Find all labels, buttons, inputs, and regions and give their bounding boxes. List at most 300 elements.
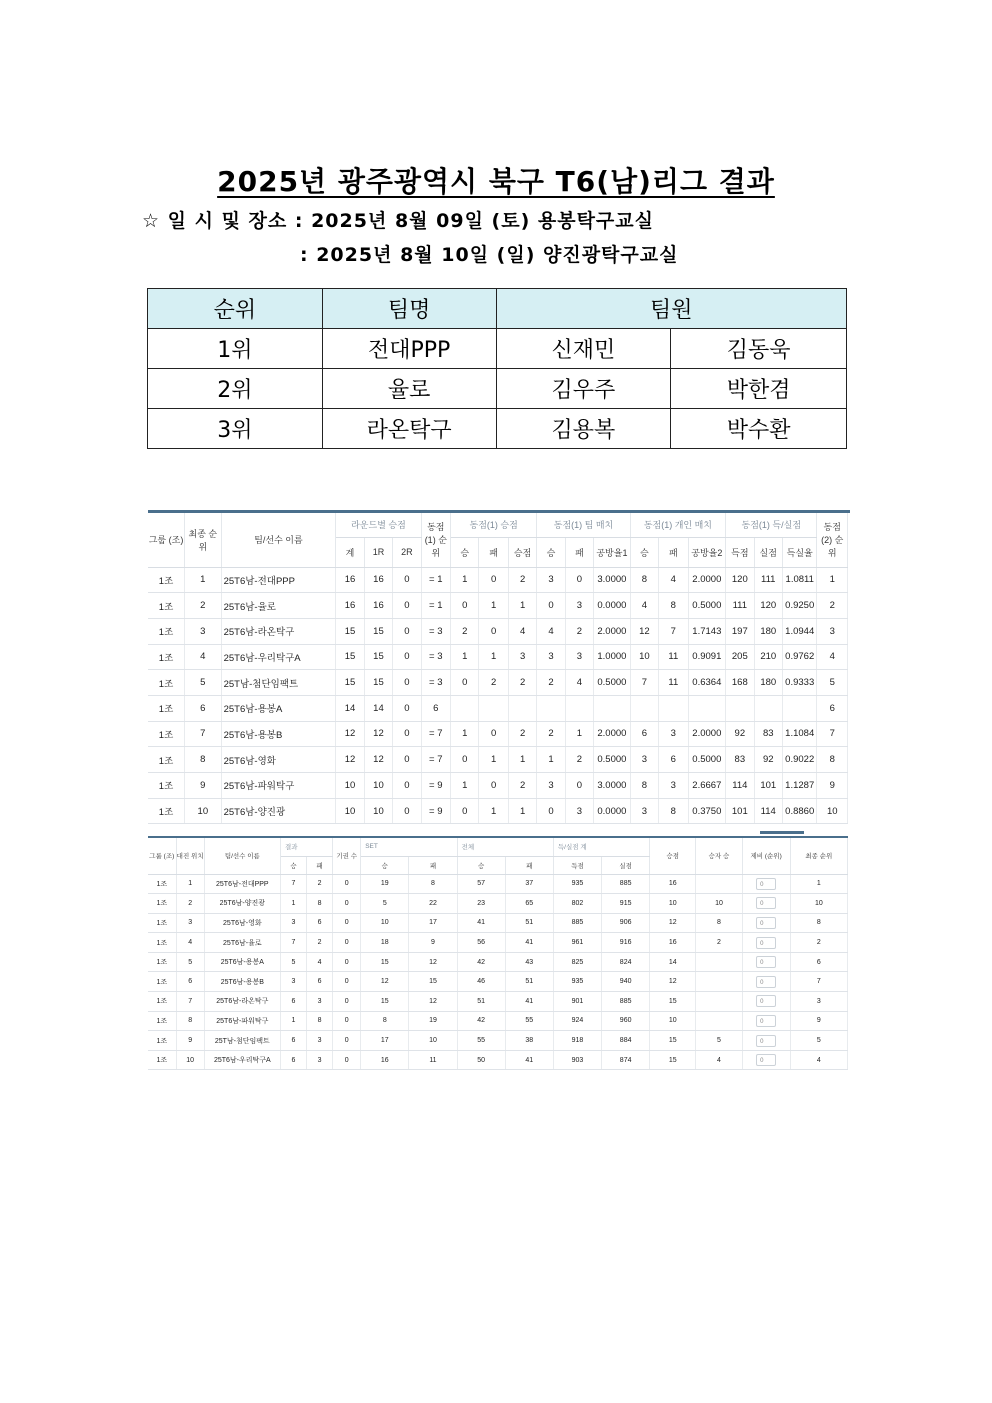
standings-cell: 2.0000 [594,618,631,644]
match-cell: 17 [361,1031,409,1051]
match-cell: 8 [409,874,457,894]
standings-cell: 1 [451,567,479,593]
standings-cell: 0 [393,721,421,747]
match-cell: 940 [602,972,650,992]
member-cell: 김우주 [496,369,671,409]
standings-cell: 12 [336,747,364,773]
standings-cell: 0.0000 [594,798,631,824]
standings-cell: 0 [537,798,565,824]
standings-cell: 2 [537,721,565,747]
match-cell: 15 [650,1031,696,1051]
match-cell: 3 [307,992,333,1012]
standings-cell: 2 [479,670,508,696]
match-cell: 0 [333,894,361,914]
subheader: 2R [393,537,421,567]
standings-row [148,773,848,799]
team-name-cell: 25T남-첨단임팩트 [204,1031,280,1051]
standings-row [148,593,848,619]
rank-cell: 3위 [148,409,323,449]
team-name-cell: 25T6남-양진광 [204,894,280,914]
standings-cell: 0.6364 [688,670,726,696]
standings-cell: 8 [659,798,688,824]
team-name-cell: 25T6남-양진광 [221,798,336,824]
subheader: 실점 [602,856,650,874]
standings-cell [565,695,593,721]
standings-cell: 10 [336,798,364,824]
standings-cell: 16 [364,593,392,619]
standings-cell: = 1 [421,593,450,619]
standings-cell: 12 [364,721,392,747]
standings-cell: 10 [817,798,848,824]
standings-cell: 9 [817,773,848,799]
draw-input-cell [742,894,790,914]
match-cell [696,972,742,992]
match-row [148,952,848,972]
match-cell: 19 [361,874,409,894]
match-cell: 11 [409,1050,457,1070]
standings-cell: 2 [508,773,536,799]
header-forfeit: 기권 수 [333,838,361,874]
subheader: 득점 [726,537,754,567]
match-cell: 41 [505,1050,553,1070]
subheader: 계 [336,537,364,567]
standings-cell: = 7 [421,747,450,773]
standings-cell: 4 [537,618,565,644]
standings-cell: 1 [537,747,565,773]
match-cell: 918 [553,1031,601,1051]
header-tie1-team: 동점(1) 팀 매치 [537,513,630,537]
standings-cell: 1 [451,721,479,747]
match-cell: 17 [409,913,457,933]
match-cell [696,952,742,972]
standings-cell: 2 [508,670,536,696]
standings-cell: 111 [754,567,782,593]
team-name-cell: 25T6남-영화 [221,747,336,773]
standings-cell: 0 [537,593,565,619]
standings-cell: 0.9333 [782,670,817,696]
standings-cell: 0.0000 [594,593,631,619]
standings-row [148,644,848,670]
standings-cell: 7 [817,721,848,747]
draw-input-cell [742,874,790,894]
draw-input[interactable]: 0 [756,937,776,949]
member-cell: 박수환 [671,409,847,449]
standings-cell: 8 [185,747,222,773]
standings-cell: 111 [726,593,754,619]
match-cell: 6 [790,952,847,972]
match-cell: 0 [333,933,361,953]
standings-cell: 1 [817,567,848,593]
standings-cell: 4 [817,644,848,670]
standings-cell: 4 [185,644,222,670]
standings-cell: 0.5000 [688,747,726,773]
match-cell: 960 [602,1011,650,1031]
standings-cell: 1 [565,721,593,747]
standings-cell: 1 [479,798,508,824]
match-cell: 903 [553,1050,601,1070]
match-cell: 9 [176,1031,204,1051]
page-title: 2025년 광주광역시 북구 T6(남)리그 결과 [217,165,775,198]
standings-cell: 0 [393,747,421,773]
match-cell: 1조 [148,874,176,894]
standings-cell: 2 [565,618,593,644]
standings-cell: 0 [393,593,421,619]
standings-cell: 1 [508,593,536,619]
standings-cell: 10 [336,773,364,799]
subheader: 득점 [553,856,601,874]
match-cell: 41 [457,913,505,933]
standings-cell: 7 [659,618,688,644]
standings-cell: 0.5000 [688,593,726,619]
standings-cell: 0.5000 [594,670,631,696]
standings-cell: 2.0000 [688,567,726,593]
match-cell: 7 [280,874,306,894]
match-cell: 22 [409,894,457,914]
header-rank: 순위 [148,289,323,329]
standings-cell: 8 [659,593,688,619]
match-cell: 874 [602,1050,650,1070]
standings-cell [594,695,631,721]
member-cell: 김용복 [496,409,671,449]
standings-cell: 2 [537,670,565,696]
standings-cell: 1.0000 [594,644,631,670]
standings-cell: 0.9250 [782,593,817,619]
match-cell: 0 [333,874,361,894]
team-name-cell: 25T6남-용봉B [204,972,280,992]
team-cell: 라온탁구 [322,409,496,449]
standings-row [148,798,848,824]
standings-cell: 9 [185,773,222,799]
team-name-cell: 25T6남-우리탁구A [221,644,336,670]
draw-input-cell [742,952,790,972]
standings-cell: 0.8860 [782,798,817,824]
standings-cell: 4 [565,670,593,696]
match-cell: 12 [409,952,457,972]
standings-cell: 92 [754,747,782,773]
subheader: 승 [361,856,409,874]
subheader: 득실율 [782,537,817,567]
match-cell: 3 [280,972,306,992]
standings-cell: 7 [630,670,658,696]
result-header-row [148,289,847,329]
match-cell: 0 [333,972,361,992]
match-cell: 3 [790,992,847,1012]
subheader: 패 [409,856,457,874]
match-cell: 4 [790,1050,847,1070]
match-cell: 19 [409,1011,457,1031]
match-cell: 3 [307,1031,333,1051]
standings-cell [451,695,479,721]
match-cell: 2 [790,933,847,953]
standings-cell: 1.7143 [688,618,726,644]
standings-cell: 83 [754,721,782,747]
match-cell: 16 [361,1050,409,1070]
team-name-cell: 25T6남-파워탁구 [204,1011,280,1031]
standings-cell: 0 [479,721,508,747]
standings-cell: 120 [726,567,754,593]
match-cell: 10 [650,894,696,914]
match-row [148,913,848,933]
subheader: 승 [457,856,505,874]
match-cell: 12 [650,972,696,992]
standings-cell [508,695,536,721]
header-team: 팀명 [322,289,496,329]
standings-cell [537,695,565,721]
match-cell: 55 [457,1031,505,1051]
standings-cell: 180 [754,618,782,644]
match-cell: 10 [361,913,409,933]
standings-cell: 15 [364,644,392,670]
draw-input-cell [742,972,790,992]
standings-cell: 197 [726,618,754,644]
match-cell: 2 [176,894,204,914]
match-cell: 1 [790,874,847,894]
standings-cell: 10 [364,798,392,824]
team-name-cell: 25T6남-용봉A [221,695,336,721]
standings-cell: 0.9022 [782,747,817,773]
standings-cell: 0.9091 [688,644,726,670]
standings-cell: 1 [451,644,479,670]
member-cell: 김동욱 [671,329,847,369]
standings-cell: 10 [185,798,222,824]
match-cell: 65 [505,894,553,914]
match-cell [696,992,742,1012]
rank-cell: 2위 [148,369,323,409]
standings-cell: = 9 [421,773,450,799]
standings-cell: = 1 [421,567,450,593]
member-cell: 신재민 [496,329,671,369]
standings-cell: 3 [630,798,658,824]
match-cell: 6 [307,972,333,992]
header-tie2-rank: 동점 (2) 순위 [817,513,848,567]
standings-row [148,721,848,747]
header-draw: 제비 (순위) [742,838,790,874]
standings-cell: 1 [479,747,508,773]
match-cell: 56 [457,933,505,953]
standings-cell: = 3 [421,644,450,670]
match-cell: 8 [307,894,333,914]
header-group: 그룹 (조) [148,513,185,567]
standings-cell: 8 [630,773,658,799]
standings-cell: 3.0000 [594,567,631,593]
match-cell: 37 [505,874,553,894]
match-cell: 935 [553,874,601,894]
standings-cell: 1조 [148,644,185,670]
match-row [148,1050,848,1070]
header-set: SET [361,838,457,856]
draw-input[interactable]: 0 [756,1054,776,1066]
subheader: 패 [505,856,553,874]
standings-cell: 92 [726,721,754,747]
standings-cell [479,695,508,721]
draw-input[interactable]: 0 [756,976,776,988]
draw-input-cell [742,933,790,953]
match-cell: 16 [650,874,696,894]
result-table [147,288,847,449]
standings-cell: 7 [185,721,222,747]
standings-cell: 0 [451,798,479,824]
draw-input[interactable]: 0 [756,897,776,909]
header-members: 팀원 [496,289,847,329]
match-cell: 5 [280,952,306,972]
standings-cell: 101 [726,798,754,824]
match-cell: 6 [176,972,204,992]
standings-cell: 6 [630,721,658,747]
match-cell: 4 [176,933,204,953]
draw-input[interactable]: 0 [756,917,776,929]
match-row [148,894,848,914]
draw-input-cell [742,913,790,933]
standings-cell: 12 [336,721,364,747]
standings-cell: 1 [508,747,536,773]
standings-cell: 3 [817,618,848,644]
match-row [148,933,848,953]
standings-cell: 0 [393,644,421,670]
subheader: 패 [307,856,333,874]
match-cell: 9 [409,933,457,953]
match-cell: 6 [280,1031,306,1051]
match-cell: 8 [696,913,742,933]
standings-cell: 16 [336,567,364,593]
match-cell: 0 [333,1011,361,1031]
match-cell: 0 [333,1031,361,1051]
match-cell: 1조 [148,972,176,992]
match-cell: 15 [409,972,457,992]
standings-cell: 1 [479,593,508,619]
match-cell: 8 [307,1011,333,1031]
team-name-cell: 25T6남-전대PPP [204,874,280,894]
standings-cell: 11 [659,644,688,670]
standings-cell: 3.0000 [594,773,631,799]
header-final-rank: 최종 순위 [790,838,847,874]
match-cell: 10 [650,1011,696,1031]
match-cell: 884 [602,1031,650,1051]
match-cell: 46 [457,972,505,992]
standings-cell: 1.0811 [782,567,817,593]
result-row [148,409,847,449]
standings-row [148,670,848,696]
standings-cell: 2.0000 [688,721,726,747]
standings-cell: 2.0000 [594,721,631,747]
standings-cell: 0 [393,618,421,644]
scrollbar-thumb[interactable] [760,831,804,834]
match-cell: 10 [790,894,847,914]
match-cell: 15 [650,1050,696,1070]
match-cell: 7 [176,992,204,1012]
match-cell: 38 [505,1031,553,1051]
standings-row [148,618,848,644]
match-cell: 2 [696,933,742,953]
standings-cell: 15 [364,670,392,696]
draw-input[interactable]: 0 [756,995,776,1007]
standings-cell [659,695,688,721]
draw-input[interactable]: 0 [756,878,776,890]
standings-cell: 168 [726,670,754,696]
team-name-cell: 25T6남-파워탁구 [221,773,336,799]
match-cell: 924 [553,1011,601,1031]
draw-input-cell [742,992,790,1012]
match-cell: 0 [333,1050,361,1070]
standings-cell [688,695,726,721]
standings-cell: 1조 [148,798,185,824]
team-name-cell: 25T6남-율로 [204,933,280,953]
match-cell: 12 [361,972,409,992]
standings-cell [782,695,817,721]
standings-cell: 0 [479,618,508,644]
team-name-cell: 25T6남-라온탁구 [204,992,280,1012]
match-cell: 1 [280,1011,306,1031]
match-cell: 5 [696,1031,742,1051]
match-row [148,992,848,1012]
match-cell: 1조 [148,1050,176,1070]
match-cell: 3 [307,1050,333,1070]
standings-cell: 1.1287 [782,773,817,799]
standings-cell: 3 [565,644,593,670]
match-cell: 14 [650,952,696,972]
standings-cell: 6 [185,695,222,721]
standings-cell: 6 [817,695,848,721]
standings-cell: 15 [336,618,364,644]
standings-cell: 3 [537,567,565,593]
match-cell: 12 [409,992,457,1012]
standings-cell: 0 [479,773,508,799]
match-cell: 8 [790,913,847,933]
match-cell: 7 [280,933,306,953]
standings-cell: 3 [565,798,593,824]
header-group: 그룹 (조) [148,838,176,874]
match-cell: 802 [553,894,601,914]
standings-cell: 3 [565,593,593,619]
standings-screenshot [148,510,850,833]
match-cell: 916 [602,933,650,953]
match-cell: 915 [602,894,650,914]
match-cell: 9 [790,1011,847,1031]
match-cell: 42 [457,1011,505,1031]
match-cell: 16 [650,933,696,953]
match-cell: 2 [307,933,333,953]
standings-cell: = 3 [421,618,450,644]
standings-cell: 0 [393,695,421,721]
standings-cell: 1조 [148,773,185,799]
standings-cell: 1조 [148,695,185,721]
team-name-cell: 25T남-첨단임팩트 [221,670,336,696]
match-cell: 18 [361,933,409,953]
standings-cell: 1 [451,773,479,799]
match-cell: 41 [505,992,553,1012]
draw-input[interactable]: 0 [756,956,776,968]
draw-input[interactable]: 0 [756,1015,776,1027]
draw-input[interactable]: 0 [756,1035,776,1047]
member-cell: 박한겸 [671,369,847,409]
standings-cell: 2 [185,593,222,619]
standings-cell: 0 [451,593,479,619]
rank-cell: 1위 [148,329,323,369]
standings-cell: 3 [185,618,222,644]
match-cell: 23 [457,894,505,914]
standings-cell: 0 [393,798,421,824]
match-cell: 6 [307,913,333,933]
match-cell [696,1011,742,1031]
subheader: 공방율2 [688,537,726,567]
standings-cell: 205 [726,644,754,670]
header-draw-position: 대진 위치 [176,838,204,874]
standings-cell: 0 [451,747,479,773]
match-cell: 885 [553,913,601,933]
standings-cell: 180 [754,670,782,696]
team-name-cell: 25T6남-전대PPP [221,567,336,593]
standings-cell: 10 [364,773,392,799]
draw-input-cell [742,1031,790,1051]
